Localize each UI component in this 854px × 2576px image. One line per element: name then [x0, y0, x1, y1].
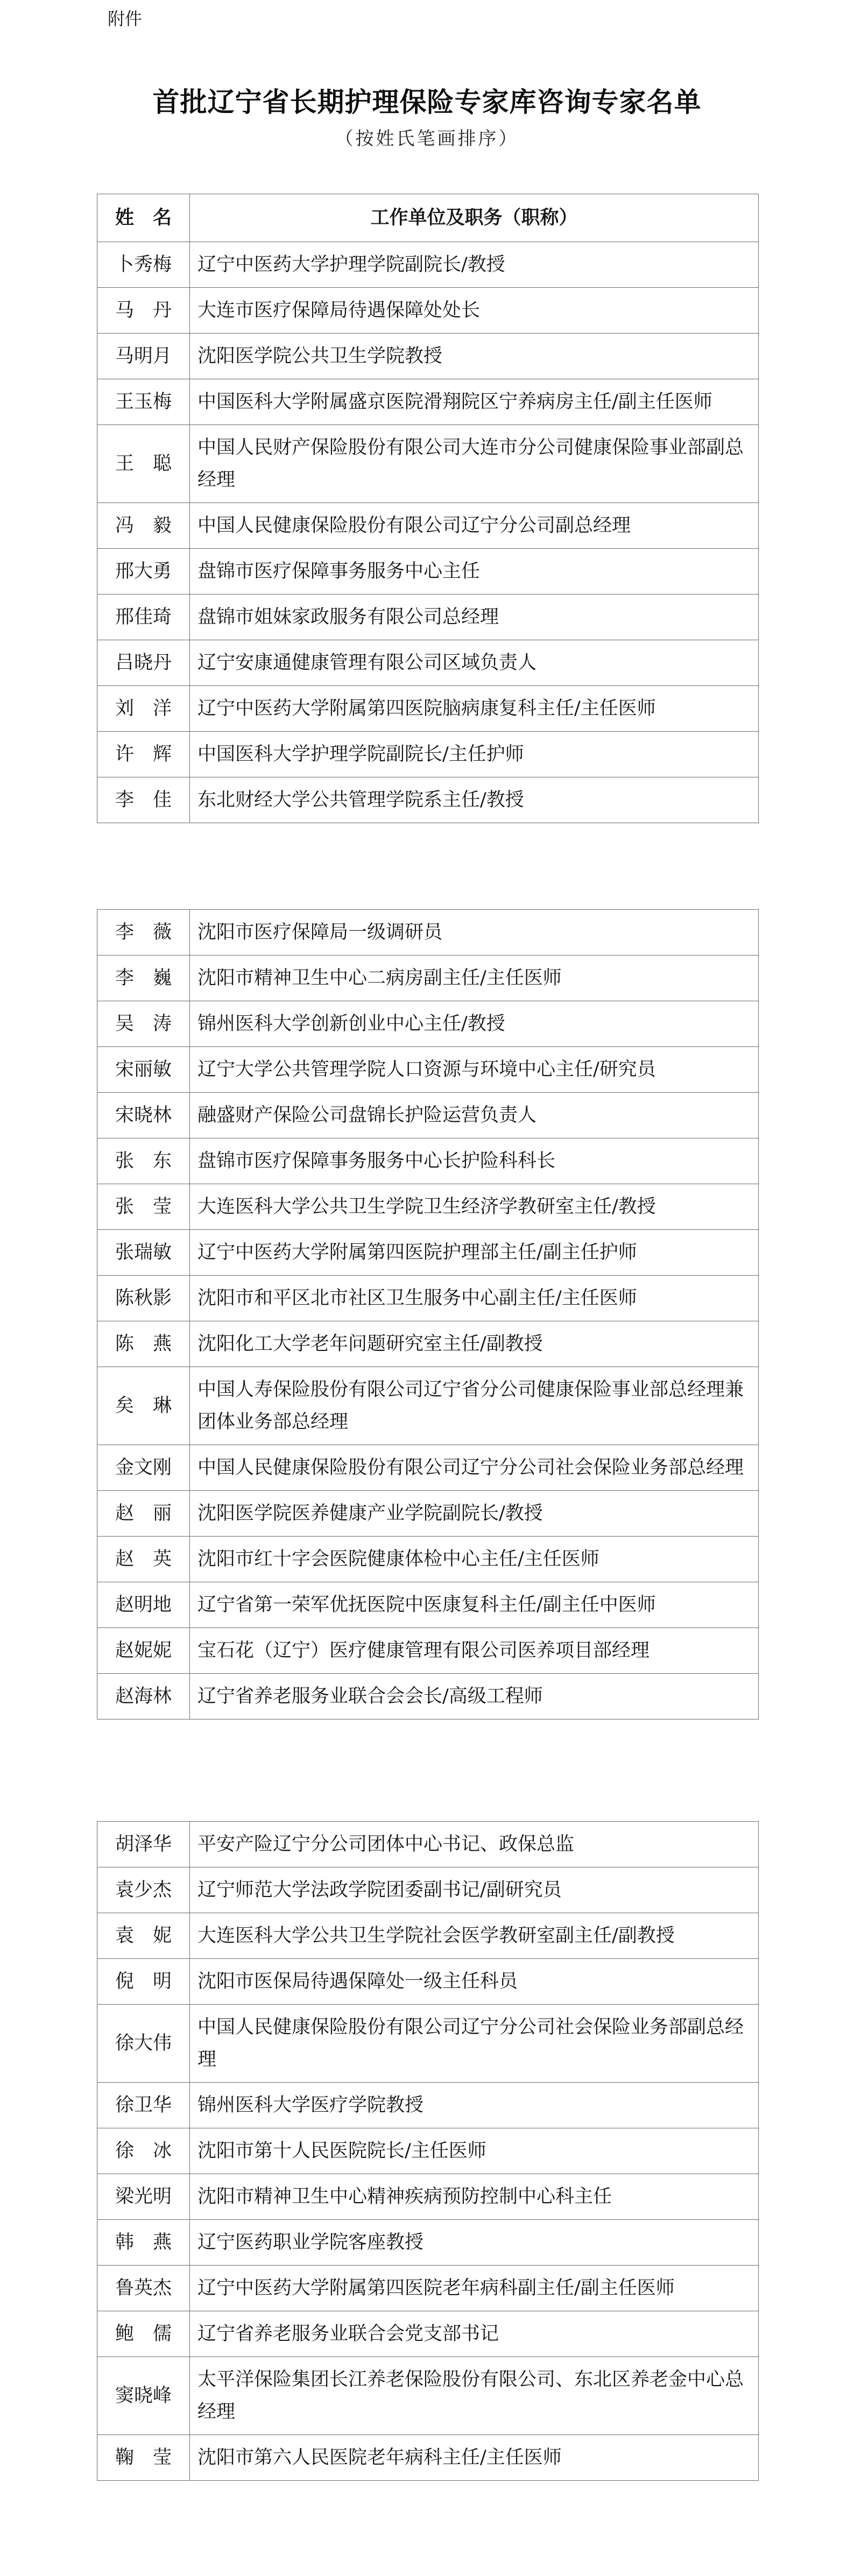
expert-name: 袁 妮 — [97, 1913, 190, 1959]
expert-name: 韩 燕 — [97, 2220, 190, 2266]
table-row — [97, 2311, 759, 2357]
expert-name: 陈 燕 — [97, 1321, 190, 1367]
expert-affiliation: 中国人民健康保险股份有限公司辽宁分公司副总经理 — [190, 503, 759, 549]
expert-name: 赵妮妮 — [97, 1628, 190, 1674]
attachment-label: 附件 — [108, 9, 143, 29]
expert-name: 吕晓丹 — [97, 640, 190, 686]
expert-affiliation: 盘锦市医疗保障事务服务中心长护险科科长 — [190, 1138, 759, 1184]
table-row — [97, 1001, 759, 1047]
expert-table-part-3 — [97, 1821, 759, 2481]
expert-affiliation: 东北财经大学公共管理学院系主任/教授 — [190, 777, 759, 823]
table-row — [97, 2083, 759, 2128]
expert-affiliation: 中国医科大学附属盛京医院滑翔院区宁养病房主任/副主任医师 — [190, 379, 759, 425]
expert-affiliation: 中国人寿保险股份有限公司辽宁省分公司健康保险事业部总经理兼团体业务部总经理 — [190, 1367, 759, 1445]
expert-affiliation: 融盛财产保险公司盘锦长护险运营负责人 — [190, 1093, 759, 1138]
expert-affiliation: 中国人民健康保险股份有限公司辽宁分公司社会保险业务部副总经理 — [190, 2005, 759, 2083]
table-row — [97, 1537, 759, 1582]
table-row — [97, 1674, 759, 1719]
table-row — [97, 242, 759, 288]
expert-name: 徐卫华 — [97, 2083, 190, 2128]
table-row — [97, 549, 759, 595]
expert-name: 徐 冰 — [97, 2128, 190, 2174]
table-row — [97, 425, 759, 503]
expert-affiliation: 大连市医疗保障局待遇保障处处长 — [190, 288, 759, 334]
expert-affiliation: 沈阳市医疗保障局一级调研员 — [190, 910, 759, 956]
table-row — [97, 777, 759, 823]
expert-affiliation: 平安产险辽宁分公司团体中心书记、政保总监 — [190, 1822, 759, 1867]
page-title: 首批辽宁省长期护理保险专家库咨询专家名单 — [152, 86, 702, 118]
expert-affiliation: 沈阳市医保局待遇保障处一级主任科员 — [190, 1959, 759, 2005]
expert-name: 刘 洋 — [97, 686, 190, 732]
expert-name: 马 丹 — [97, 288, 190, 334]
expert-name: 赵 丽 — [97, 1491, 190, 1537]
expert-affiliation: 宝石花（辽宁）医疗健康管理有限公司医养项目部经理 — [190, 1628, 759, 1674]
expert-name: 卜秀梅 — [97, 242, 190, 288]
expert-affiliation: 辽宁中医药大学附属第四医院脑病康复科主任/主任医师 — [190, 686, 759, 732]
table-row — [97, 732, 759, 777]
table-header-row — [97, 194, 759, 242]
table-row — [97, 1367, 759, 1445]
expert-name: 赵海林 — [97, 1674, 190, 1719]
table-row — [97, 1959, 759, 2005]
expert-name: 金文刚 — [97, 1445, 190, 1491]
expert-name: 吴 涛 — [97, 1001, 190, 1047]
expert-name: 赵明地 — [97, 1582, 190, 1628]
expert-name: 张瑞敏 — [97, 1230, 190, 1276]
table-row — [97, 2357, 759, 2435]
expert-name: 徐大伟 — [97, 2005, 190, 2083]
expert-name: 袁少杰 — [97, 1867, 190, 1913]
table-row — [97, 2174, 759, 2220]
expert-name: 倪 明 — [97, 1959, 190, 2005]
expert-affiliation: 辽宁大学公共管理学院人口资源与环境中心主任/研究员 — [190, 1047, 759, 1093]
expert-affiliation: 沈阳医学院医养健康产业学院副院长/教授 — [190, 1491, 759, 1537]
expert-name: 鞠 莹 — [97, 2435, 190, 2481]
expert-affiliation: 中国人民健康保险股份有限公司辽宁分公司社会保险业务部总经理 — [190, 1445, 759, 1491]
expert-affiliation: 盘锦市姐妹家政服务有限公司总经理 — [190, 595, 759, 640]
table-row — [97, 288, 759, 334]
expert-name: 宋晓林 — [97, 1093, 190, 1138]
table-row — [97, 1628, 759, 1674]
table-row — [97, 2128, 759, 2174]
expert-name: 马明月 — [97, 334, 190, 379]
expert-name: 李 巍 — [97, 956, 190, 1001]
expert-name: 窦晓峰 — [97, 2357, 190, 2435]
table-row — [97, 910, 759, 956]
expert-affiliation: 辽宁省养老服务业联合会党支部书记 — [190, 2311, 759, 2357]
expert-affiliation: 沈阳市第六人民医院老年病科主任/主任医师 — [190, 2435, 759, 2481]
expert-affiliation: 中国人民财产保险股份有限公司大连市分公司健康保险事业部副总经理 — [190, 425, 759, 503]
expert-affiliation: 大连医科大学公共卫生学院卫生经济学教研室主任/教授 — [190, 1184, 759, 1230]
expert-affiliation: 沈阳医学院公共卫生学院教授 — [190, 334, 759, 379]
table-row — [97, 1822, 759, 1867]
expert-name: 矣 琳 — [97, 1367, 190, 1445]
expert-affiliation: 辽宁师范大学法政学院团委副书记/副研究员 — [190, 1867, 759, 1913]
expert-name: 鲁英杰 — [97, 2266, 190, 2311]
table-row — [97, 1913, 759, 1959]
table-row — [97, 1445, 759, 1491]
expert-table-part-2 — [97, 909, 759, 1719]
table-row — [97, 1093, 759, 1138]
expert-affiliation: 辽宁中医药大学附属第四医院老年病科副主任/副主任医师 — [190, 2266, 759, 2311]
column-header-name: 姓 名 — [97, 194, 190, 242]
expert-name: 张 莹 — [97, 1184, 190, 1230]
expert-name: 赵 英 — [97, 1537, 190, 1582]
table-row — [97, 1184, 759, 1230]
expert-affiliation: 辽宁安康通健康管理有限公司区域负责人 — [190, 640, 759, 686]
table-row — [97, 640, 759, 686]
expert-affiliation: 中国医科大学护理学院副院长/主任护师 — [190, 732, 759, 777]
table-row — [97, 2005, 759, 2083]
table-row — [97, 2266, 759, 2311]
table-row — [97, 2435, 759, 2481]
table-row — [97, 956, 759, 1001]
expert-table-part-1 — [97, 194, 759, 823]
table-row — [97, 1276, 759, 1321]
table-row — [97, 1582, 759, 1628]
expert-affiliation: 锦州医科大学创新创业中心主任/教授 — [190, 1001, 759, 1047]
expert-name: 李 薇 — [97, 910, 190, 956]
expert-name: 李 佳 — [97, 777, 190, 823]
expert-name: 胡泽华 — [97, 1822, 190, 1867]
expert-affiliation: 沈阳市精神卫生中心二病房副主任/主任医师 — [190, 956, 759, 1001]
expert-name: 王 聪 — [97, 425, 190, 503]
table-row — [97, 1491, 759, 1537]
expert-affiliation: 辽宁中医药大学附属第四医院护理部主任/副主任护师 — [190, 1230, 759, 1276]
expert-affiliation: 大连医科大学公共卫生学院社会医学教研室副主任/副教授 — [190, 1913, 759, 1959]
expert-name: 宋丽敏 — [97, 1047, 190, 1093]
expert-name: 梁光明 — [97, 2174, 190, 2220]
expert-affiliation: 沈阳市和平区北市社区卫生服务中心副主任/主任医师 — [190, 1276, 759, 1321]
table-row — [97, 1867, 759, 1913]
expert-affiliation: 辽宁省第一荣军优抚医院中医康复科主任/副主任中医师 — [190, 1582, 759, 1628]
column-header-work: 工作单位及职务（职称） — [190, 194, 759, 242]
expert-affiliation: 沈阳市精神卫生中心精神疾病预防控制中心科主任 — [190, 2174, 759, 2220]
table-row — [97, 595, 759, 640]
table-row — [97, 1138, 759, 1184]
expert-affiliation: 沈阳化工大学老年问题研究室主任/副教授 — [190, 1321, 759, 1367]
expert-name: 王玉梅 — [97, 379, 190, 425]
table-row — [97, 1047, 759, 1093]
expert-name: 许 辉 — [97, 732, 190, 777]
table-row — [97, 503, 759, 549]
table-row — [97, 1321, 759, 1367]
expert-affiliation: 锦州医科大学医疗学院教授 — [190, 2083, 759, 2128]
expert-affiliation: 辽宁医药职业学院客座教授 — [190, 2220, 759, 2266]
expert-name: 邢佳琦 — [97, 595, 190, 640]
table-row — [97, 686, 759, 732]
expert-affiliation: 沈阳市红十字会医院健康体检中心主任/主任医师 — [190, 1537, 759, 1582]
expert-affiliation: 辽宁省养老服务业联合会会长/高级工程师 — [190, 1674, 759, 1719]
table-row — [97, 379, 759, 425]
expert-name: 鲍 儒 — [97, 2311, 190, 2357]
table-row — [97, 334, 759, 379]
expert-affiliation: 太平洋保险集团长江养老保险股份有限公司、东北区养老金中心总经理 — [190, 2357, 759, 2435]
table-row — [97, 1230, 759, 1276]
expert-affiliation: 沈阳市第十人民医院院长/主任医师 — [190, 2128, 759, 2174]
expert-affiliation: 盘锦市医疗保障事务服务中心主任 — [190, 549, 759, 595]
expert-name: 陈秋影 — [97, 1276, 190, 1321]
table-row — [97, 2220, 759, 2266]
page-subtitle: （按姓氏笔画排序） — [335, 128, 519, 150]
expert-affiliation: 辽宁中医药大学护理学院副院长/教授 — [190, 242, 759, 288]
expert-name: 邢大勇 — [97, 549, 190, 595]
expert-name: 冯 毅 — [97, 503, 190, 549]
expert-name: 张 东 — [97, 1138, 190, 1184]
